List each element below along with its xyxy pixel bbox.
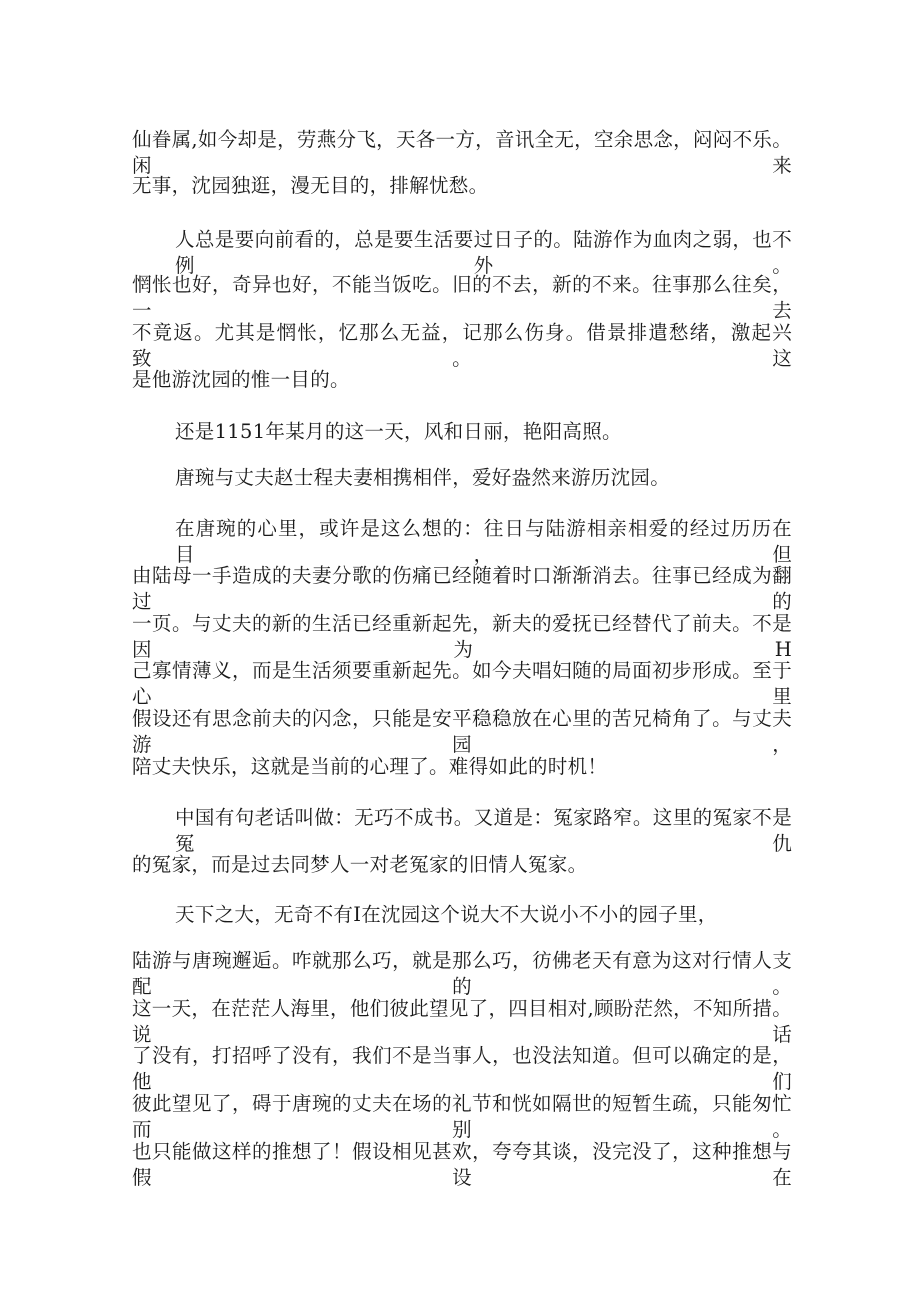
text-line: 一页。与丈夫的新的生活已经重新起先，新夫的爱抚已经替代了前夫。不是因为H (132, 612, 792, 661)
text-line: 己寡情薄义，而是生活须要重新起先。如今夫唱妇随的局面初步形成。至于心里 (132, 659, 792, 708)
text-line: 不竟返。尤其是惘怅，忆那么无益，记那么伤身。借景排遣愁绪，激起兴致。这 (132, 321, 792, 370)
text-line: 无事，沈园独逛，漫无目的，排解忧愁。 (132, 174, 489, 197)
text-line: 由陆母一手造成的夫妻分歌的伤痛已经随着时口渐渐消去。往事已经成为翻过的 (132, 564, 792, 613)
text-line: 也只能做这样的推想了！假设相见甚欢，夸夸其谈，没完没了，这种推想与假设在 (132, 1140, 792, 1189)
text-line: 了没有，打招呼了没有，我们不是当事人，也没法知道。但可以确定的是，他们 (132, 1044, 792, 1093)
text-line: 假设还有思念前夫的闪念，只能是安平稳稳放在心里的苦兄椅角了。与丈夫游园， (132, 707, 792, 756)
text-line: 天下之大，无奇不有I在沈园这个说大不大说小不小的园子里， (175, 903, 718, 926)
text-line: 这一天，在茫茫人海里，他们彼此望见了，四目相对,顾盼茫然，不知所措。说话 (132, 997, 792, 1046)
text-line: 陆游与唐琬邂逅。咋就那么巧，就是那么巧，彷佛老天有意为这对行情人支配的。 (132, 949, 792, 998)
text-line: 在唐琬的心里，或许是这么想的：往日与陆游相亲相爱的经过历历在目，但 (175, 517, 792, 566)
text-line: 彼此望见了，碍于唐琬的丈夫在场的礼节和恍如隔世的短暂生疏，只能匆忙而别。 (132, 1092, 792, 1141)
text-line: 人总是要向前看的，总是要生活要过日子的。陆游作为血肉之弱，也不例外。 (175, 228, 792, 277)
text-line: 是他游沈园的惟一目的。 (132, 368, 350, 391)
text-line: 还是1151年某月的这一天，风和日丽，艳阳高照。 (175, 420, 622, 443)
text-line: 的冤家，而是过去同梦人一对老冤家的旧情人冤家。 (132, 853, 588, 876)
text-line: 陪丈夫快乐，这就是当前的心理了。难得如此的时机！ (132, 755, 608, 778)
text-line: 唐琬与丈夫赵士程夫妻相携相伴，爱好盎然来游历沈园。 (175, 466, 671, 489)
text-line: 惘怅也好，奇异也好，不能当饭吃。旧的不去，新的不来。往事那么往矣，一去 (132, 273, 792, 322)
text-line: 中国有句老话叫做：无巧不成书。又道是：冤家路窄。这里的冤家不是冤仇 (175, 806, 792, 855)
text-line: 仙眷属,如今却是，劳燕分飞，天各一方，音讯全无，空余思念，闷闷不乐。闲来 (132, 128, 792, 177)
